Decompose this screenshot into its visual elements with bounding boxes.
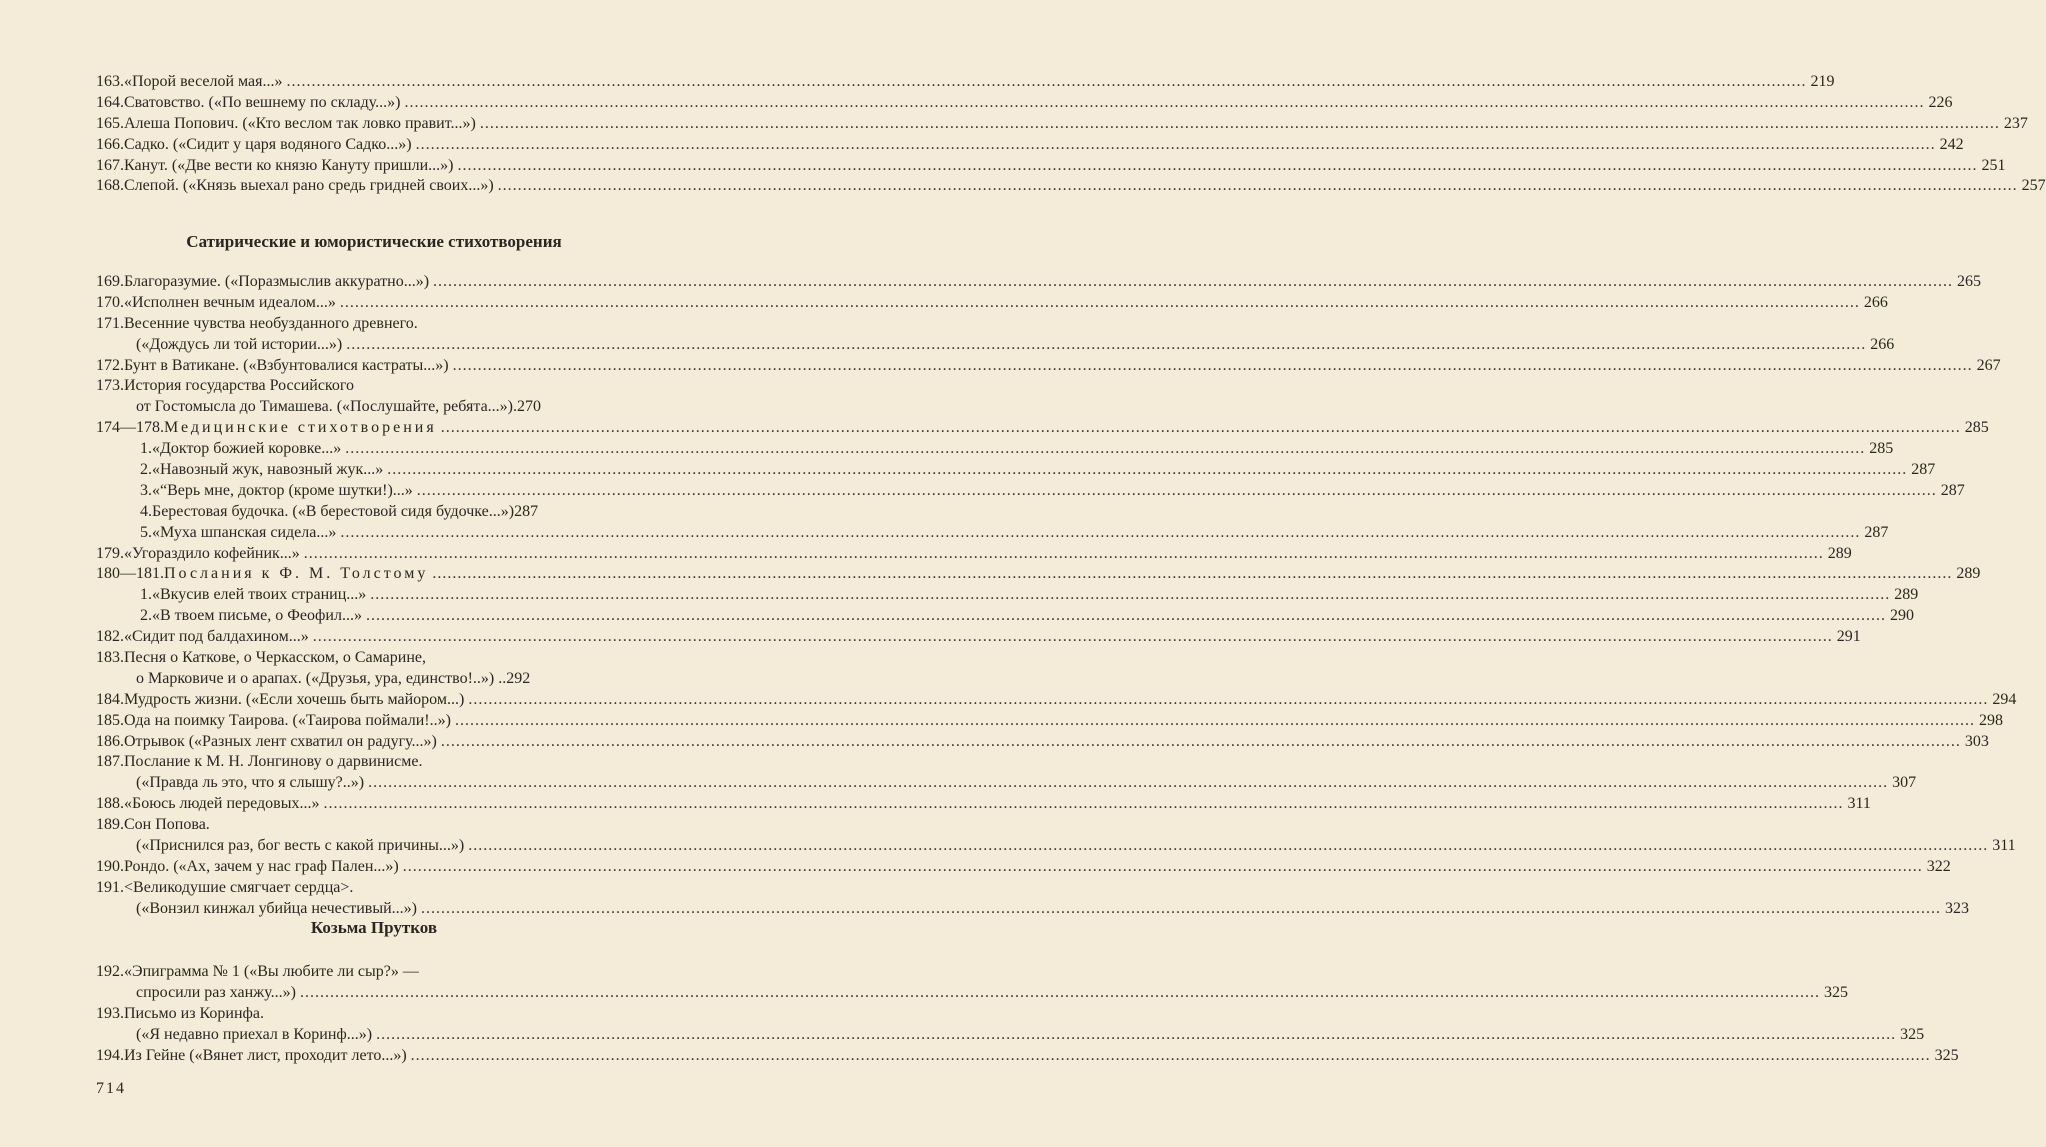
toc-entry-continuation: («Правда ль это, что я слышу?..») ..... 307 <box>96 773 652 794</box>
toc-subentry: 2. «В твоем письме, о Феофил...» ..... 290 <box>96 606 652 627</box>
toc-subentry: 5. «Муха шпанская сидела...» ..... 287 <box>96 523 652 544</box>
toc-subentry: 2. «Навозный жук, навозный жук...» ..... 287 <box>96 460 652 481</box>
toc-entry: 172. Бунт в Ватикане. («Взбунтовалися кастраты...») ..... 267 <box>96 356 652 377</box>
toc-entry: 186. Отрывок («Разных лент схватил он радугу...») ..... 303 <box>96 732 652 753</box>
toc-entry: 166. Садко. («Сидит у царя водяного Садко...») ..... 242 <box>96 135 652 156</box>
toc-entry: 184. Мудрость жизни. («Если хочешь быть майором...) ..... 294 <box>96 690 652 711</box>
toc-entry: 169. Благоразумие. («Поразмыслив аккуратно...») ..... 265 <box>96 272 652 293</box>
toc-entry: 179. «Угораздило кофейник...» ..... 289 <box>96 544 652 565</box>
toc-entry: 188. «Боюсь людей передовых...» ..... 311 <box>96 794 652 815</box>
toc-entry: 182. «Сидит под балдахином...» ..... 291 <box>96 627 652 648</box>
toc-subentry: 3. «“Верь мне, доктор (кроме шутки!)...» ..... 287 <box>96 481 652 502</box>
toc-entry-continuation: («Я недавно приехал в Коринф...») ..... 325 <box>96 1025 652 1046</box>
toc-block-prutkov <box>96 962 1959 1066</box>
toc-entry: 173. История государства Российского <box>96 377 355 395</box>
toc-entry: 194. Из Гейне («Вянет лист, проходит лето...») ..... 325 <box>96 1046 652 1067</box>
toc-entry: 164. Сватовство. («По вешнему по складу...») ..... 226 <box>96 93 652 114</box>
toc-subentry: 1. «Доктор божией коровке...» ..... 285 <box>96 439 652 460</box>
toc-entry: 168. Слепой. («Князь выехал рано средь гридней своих...») ..... 257 <box>96 176 652 197</box>
toc-entry: 183. Песня о Каткове, о Черкасском, о Самарине, <box>96 649 426 667</box>
toc-entry: 189. Сон Попова. <box>96 816 210 834</box>
toc-entry: 185. Ода на поимку Таирова. («Таирова поймали!..») ..... 298 <box>96 711 652 732</box>
toc-entry-continuation: спросили раз ханжу...») ..... 325 <box>96 983 652 1004</box>
toc-entry: 193. Письмо из Коринфа. <box>96 1004 264 1022</box>
toc-entry: 167. Канут. («Две вести ко князю Кануту пришли...») ..... 251 <box>96 156 652 177</box>
toc-entry: 171. Весенние чувства необузданного древнего. <box>96 314 418 332</box>
toc-entry-continuation: о Марковиче и о арапах. («Друзья, ура, единство!..») .. 292 <box>136 669 531 687</box>
toc-block-ballads <box>96 72 2046 197</box>
toc-entry-continuation: («Вонзил кинжал убийца нечестивый...») ..... 323 <box>96 899 652 920</box>
toc-entry: 180—181. Послания к Ф. М. Толстому ..... 289 <box>96 564 652 585</box>
toc-entry: 192. «Эпиграмма № 1 («Вы любите ли сыр?» — <box>96 963 419 980</box>
toc-subentry: 1. «Вкусив елей твоих страниц...» ..... 289 <box>96 585 652 606</box>
toc-entry: 174—178. Медицинские стихотворения ..... 285 <box>96 418 652 439</box>
page-number: 714 <box>96 1080 126 1097</box>
section-heading-satirical: Сатирические и юмористические стихотворения <box>186 232 562 251</box>
toc-entry: 163. «Порой веселой мая...» ..... 219 <box>96 72 652 93</box>
toc-subentry: 4. Берестовая будочка. («В берестовой сидя будочке...») 287 <box>140 502 539 520</box>
toc-entry-continuation: от Гостомысла до Тимашева. («Послушайте, ребята...»). 270 <box>136 398 541 416</box>
toc-entry-continuation: («Приснился раз, бог весть с какой причины...») ..... 311 <box>96 836 652 857</box>
toc-entry: 187. Послание к М. Н. Лонгинову о дарвинисме. <box>96 753 423 771</box>
toc-entry: 170. «Исполнен вечным идеалом...» ..... 266 <box>96 293 652 314</box>
toc-entry-continuation: («Дождусь ли той истории...») ..... 266 <box>96 335 652 356</box>
toc-entry: 190. Рондо. («Ах, зачем у нас граф Пален...») ..... 322 <box>96 857 652 878</box>
toc-block-satirical <box>96 272 2017 920</box>
section-heading-prutkov: Козьма Прутков <box>310 918 438 937</box>
toc-entry: 191. <Великодушие смягчает сердца>. <box>96 878 354 896</box>
toc-entry: 165. Алеша Попович. («Кто веслом так ловко правит...») ..... 237 <box>96 114 652 135</box>
